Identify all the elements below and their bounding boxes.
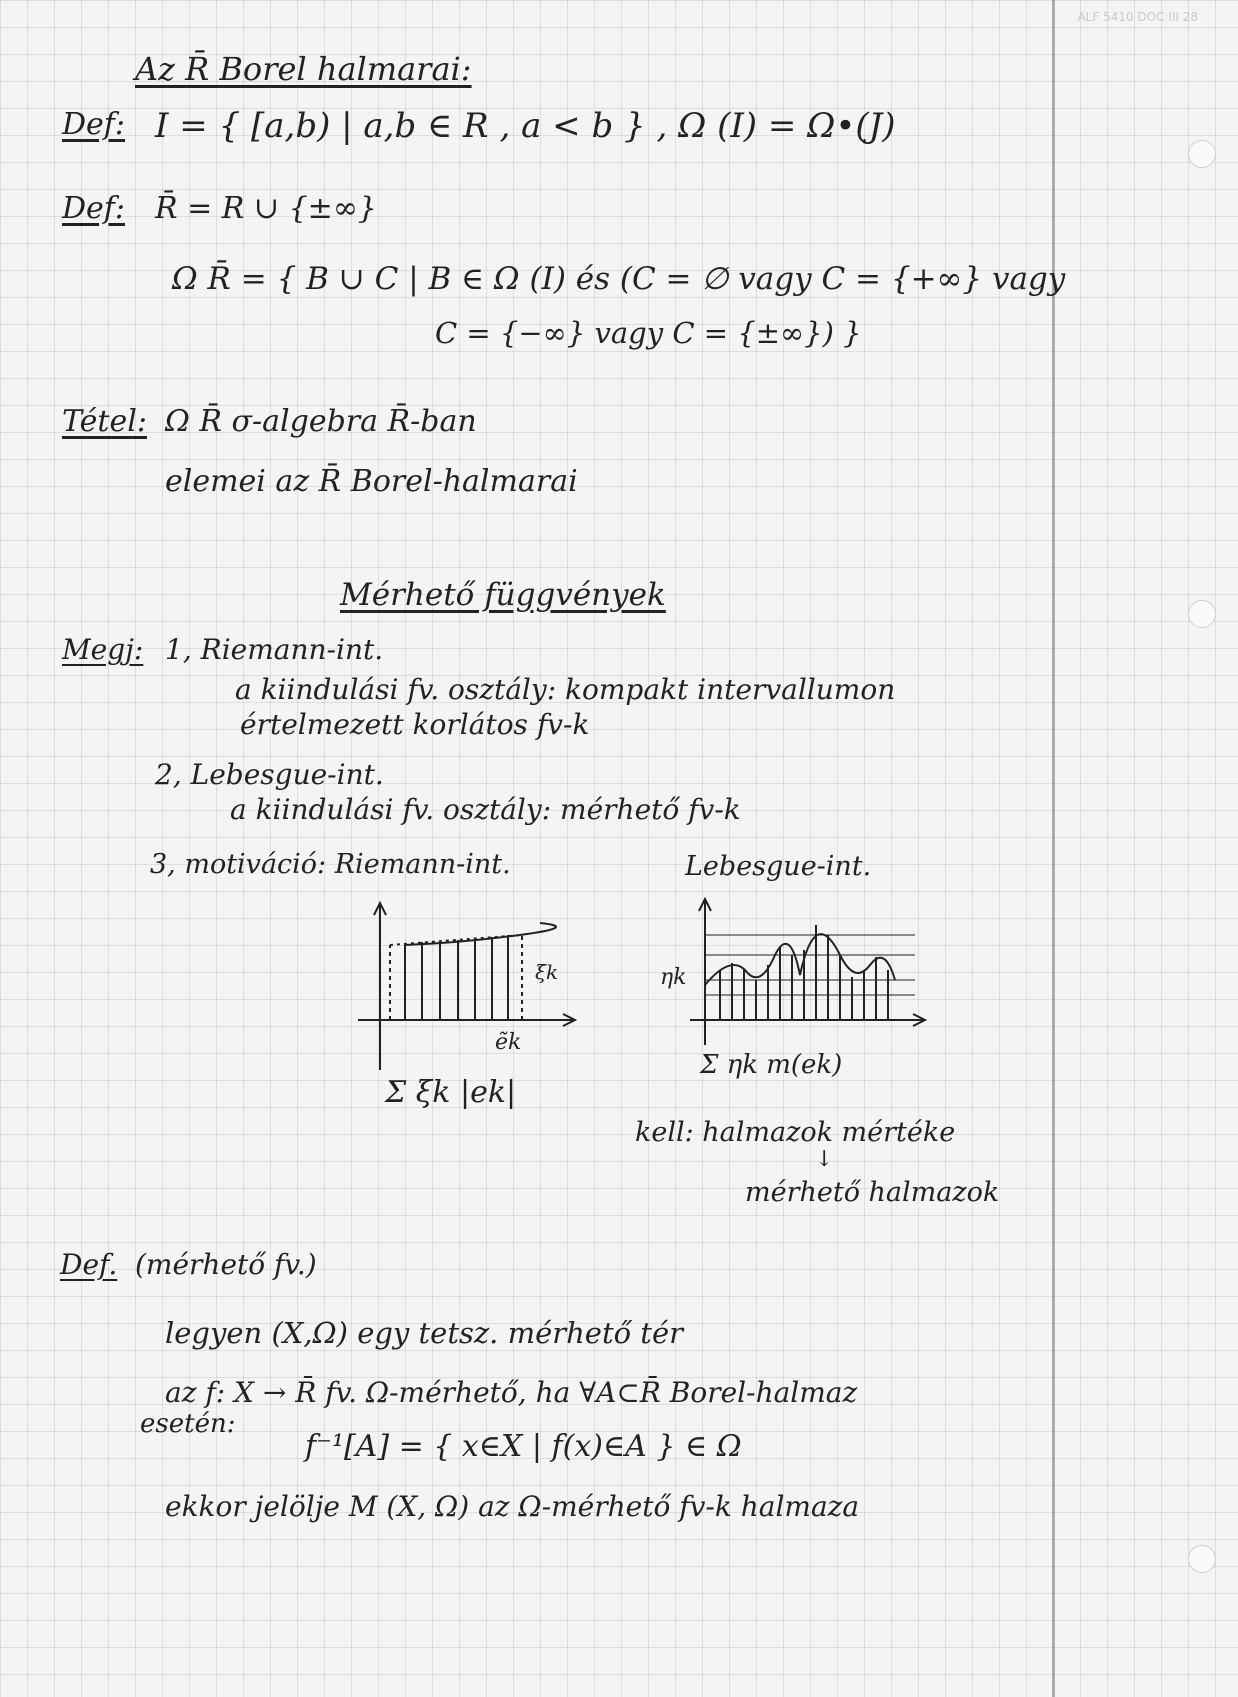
item2-line1: a kiindulási fv. osztály: mérhető fv-k xyxy=(230,793,741,826)
theorem-line1: Ω R̄ σ-algebra R̄-ban xyxy=(165,404,477,439)
def3-line3: esetén: xyxy=(140,1409,236,1439)
lebesgue-sketch xyxy=(690,895,930,1055)
kell-line1: kell: halmazok mértéke xyxy=(635,1117,956,1148)
kell-line2: mérhető halmazok xyxy=(745,1177,1000,1208)
item3-lebesgue: Lebesgue-int. xyxy=(685,851,872,882)
item3-head: 3, motiváció: Riemann-int. xyxy=(150,849,511,880)
punch-hole xyxy=(1188,140,1216,168)
item1-line2: értelmezett korlátos fv-k xyxy=(240,708,590,741)
def3-line2: az f: X → R̄ fv. Ω-mérhető, ha ∀A⊂R̄ Borel-halmaz xyxy=(165,1376,858,1409)
def1-text: I = { [a,b) | a,b ∈ R , a < b } , Ω (I) = Ω•(J) xyxy=(155,106,896,146)
lebesgue-sum: Σ ηk m(ek) xyxy=(700,1050,843,1080)
margin-line xyxy=(1052,0,1055,1697)
item1-head: 1, Riemann-int. xyxy=(165,633,384,666)
ghost-corner-text: ALF 5410 DOC III 28 xyxy=(1077,10,1198,24)
section-title-measurable: Mérhető függvények xyxy=(340,577,666,613)
item1-line1: a kiindulási fv. osztály: kompakt intervallumon xyxy=(235,673,896,706)
def3-line1: legyen (X,Ω) egy tetsz. mérhető tér xyxy=(165,1316,683,1350)
lebesgue-eta-label: ηk xyxy=(660,965,687,990)
riemann-e-label: ẽk xyxy=(495,1030,522,1055)
def1-label: Def: xyxy=(62,107,126,142)
def2-label: Def: xyxy=(62,191,126,226)
section-title-borel: Az R̄ Borel halmarai: xyxy=(135,50,472,88)
def3-line5: ekkor jelölje M (X, Ω) az Ω-mérhető fv-k halmaza xyxy=(165,1490,860,1523)
punch-hole xyxy=(1188,1545,1216,1573)
item2-head: 2, Lebesgue-int. xyxy=(155,758,384,791)
def2-line2: Ω R̄ = { B ∪ C | B ∈ Ω (I) és (C = ∅ vagy C = {+∞} vagy xyxy=(172,261,1066,297)
def2-line3: C = {−∞} vagy C = {±∞}) } xyxy=(435,316,862,350)
def3-title: (mérhető fv.) xyxy=(135,1248,317,1281)
riemann-sum: Σ ξk |ek| xyxy=(385,1075,517,1110)
def2-line1: R̄ = R ∪ {±∞} xyxy=(155,191,377,226)
def3-label: Def. xyxy=(60,1248,118,1281)
theorem-line2: elemei az R̄ Borel-halmarai xyxy=(165,464,578,499)
theorem-label: Tétel: xyxy=(62,404,147,439)
punch-hole xyxy=(1188,600,1216,628)
riemann-xi-label: ξk xyxy=(535,960,559,984)
note-label: Megj: xyxy=(62,633,144,666)
kell-arrow: ↓ xyxy=(815,1147,834,1172)
def3-line4: f⁻¹[A] = { x∈X | f(x)∈A } ∈ Ω xyxy=(305,1429,742,1464)
